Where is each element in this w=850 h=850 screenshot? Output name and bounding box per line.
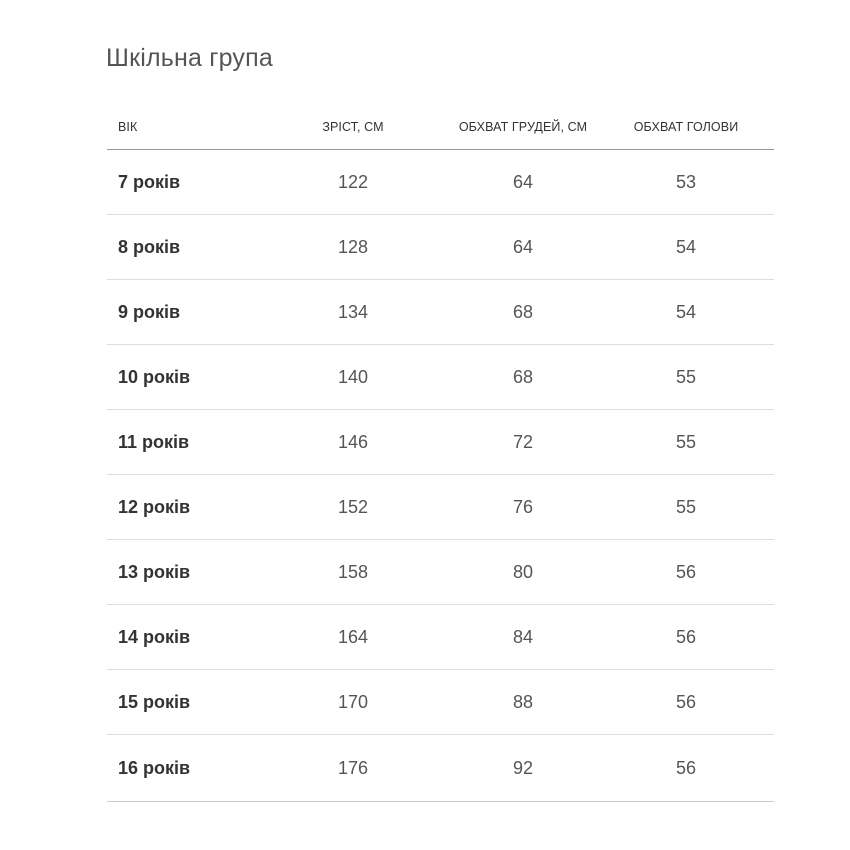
cell-chest: 68 [448, 280, 598, 345]
table-row [107, 670, 774, 735]
cell-head: 55 [598, 345, 774, 410]
cell-age: 15 років [107, 670, 238, 735]
cell-height: 176 [238, 735, 448, 802]
cell-chest: 92 [448, 735, 598, 802]
cell-chest: 64 [448, 215, 598, 280]
table-row [107, 150, 774, 215]
cell-age: 9 років [107, 280, 238, 345]
cell-height: 146 [238, 410, 448, 475]
cell-age: 13 років [107, 540, 238, 605]
cell-age: 8 років [107, 215, 238, 280]
table-row [107, 410, 774, 475]
cell-height: 158 [238, 540, 448, 605]
table-row [107, 605, 774, 670]
cell-head: 56 [598, 670, 774, 735]
cell-head: 54 [598, 215, 774, 280]
cell-chest: 88 [448, 670, 598, 735]
cell-age: 14 років [107, 605, 238, 670]
cell-chest: 72 [448, 410, 598, 475]
cell-age: 11 років [107, 410, 238, 475]
cell-height: 170 [238, 670, 448, 735]
cell-head: 55 [598, 475, 774, 540]
table-header-row [107, 105, 774, 150]
table-row [107, 280, 774, 345]
cell-age: 10 років [107, 345, 238, 410]
cell-head: 55 [598, 410, 774, 475]
cell-head: 56 [598, 605, 774, 670]
cell-age: 7 років [107, 150, 238, 215]
page-title: Шкільна група [106, 44, 273, 72]
table-row [107, 735, 774, 802]
header-height: ЗРІСТ, СМ [238, 105, 448, 150]
cell-head: 56 [598, 735, 774, 802]
cell-chest: 80 [448, 540, 598, 605]
table-row [107, 475, 774, 540]
table-row [107, 345, 774, 410]
table-row [107, 215, 774, 280]
cell-head: 54 [598, 280, 774, 345]
cell-head: 53 [598, 150, 774, 215]
cell-height: 128 [238, 215, 448, 280]
cell-head: 56 [598, 540, 774, 605]
cell-height: 152 [238, 475, 448, 540]
header-age: ВІК [107, 105, 238, 150]
header-head: ОБХВАТ ГОЛОВИ [598, 105, 774, 150]
cell-age: 16 років [107, 735, 238, 802]
cell-chest: 76 [448, 475, 598, 540]
cell-height: 140 [238, 345, 448, 410]
cell-height: 164 [238, 605, 448, 670]
cell-height: 122 [238, 150, 448, 215]
cell-chest: 84 [448, 605, 598, 670]
cell-height: 134 [238, 280, 448, 345]
cell-age: 12 років [107, 475, 238, 540]
size-table [107, 105, 774, 802]
header-chest: ОБХВАТ ГРУДЕЙ, СМ [448, 105, 598, 150]
cell-chest: 68 [448, 345, 598, 410]
table-row [107, 540, 774, 605]
cell-chest: 64 [448, 150, 598, 215]
